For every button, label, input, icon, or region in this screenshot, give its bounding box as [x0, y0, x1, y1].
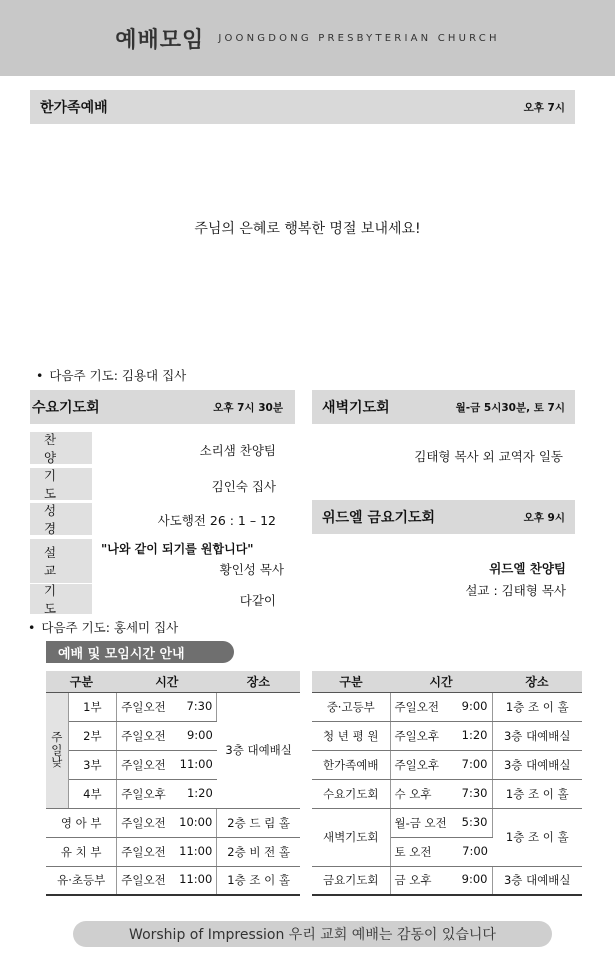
- wednesday-prayer-bar: [30, 390, 295, 424]
- bullet-icon: •: [28, 620, 36, 635]
- closing-prayer: 다같이: [239, 593, 276, 608]
- header-time: 시간: [117, 671, 217, 692]
- next-prayer-note-2: [28, 618, 178, 636]
- family-worship-title: 한가족예배: [40, 100, 108, 116]
- department-time: 금 오후 9:00: [390, 866, 492, 895]
- prayer-leader: 김인숙 집사: [211, 479, 276, 494]
- schedule-heading: 예배 및 모임시간 안내: [46, 641, 234, 663]
- holiday-message: 주님의 은혜로 행복한 명절 보내세요!: [194, 221, 421, 237]
- header-place: 장소: [217, 671, 300, 692]
- footer-slogan: Worship of Impression 우리 교회 예배는 감동이 있습니다: [73, 921, 552, 947]
- table-row: [312, 866, 582, 895]
- order-label-sermon: 설교: [30, 539, 92, 583]
- table-row: [312, 779, 582, 808]
- schedule-table-right: [312, 671, 582, 896]
- page-title: 예배모임: [115, 27, 205, 53]
- department-place: 1층 조 이 홀: [217, 866, 300, 895]
- service-part: 3부: [68, 750, 117, 779]
- table-row: [46, 866, 300, 895]
- dawn-title: 새벽기도회: [322, 400, 390, 416]
- department-time: 수 오후 7:30: [390, 779, 492, 808]
- scripture-reference: 사도행전 26 : 1 – 12: [157, 513, 276, 528]
- table-row: [46, 808, 300, 837]
- header-category: 구분: [46, 671, 117, 692]
- table-row: [312, 808, 582, 837]
- order-label-praise: 찬양: [30, 432, 92, 464]
- friday-sermon: 설교 : 김태형 목사: [465, 583, 566, 598]
- praise-team: 소리샘 찬양팀: [199, 443, 276, 458]
- department-name: 청 년 평 원: [312, 721, 390, 750]
- preacher: 황인성 목사: [219, 562, 284, 577]
- page-header: [0, 0, 615, 76]
- department-place: 3층 대예배실: [492, 750, 582, 779]
- table-header-row: [46, 671, 300, 692]
- dawn-time: 월-금 5시30분, 토 7시: [455, 401, 565, 414]
- department-name: 영 아 부: [46, 808, 117, 837]
- service-part: 2부: [68, 721, 117, 750]
- wednesday-title: 수요기도회: [32, 400, 100, 416]
- service-time: 주일오전 7:30: [117, 692, 217, 721]
- department-place: 1층 조 이 홀: [492, 692, 582, 721]
- department-time: 주일오전 10:00: [117, 808, 217, 837]
- sermon-title: "나와 같이 되기를 원합니다": [101, 542, 254, 556]
- church-name: JOONGDONG PRESBYTERIAN CHURCH: [218, 32, 500, 44]
- schedule-table-left: [46, 671, 300, 896]
- department-time: 주일오후 1:20: [390, 721, 492, 750]
- department-name: 유·초등부: [46, 866, 117, 895]
- department-place: 3층 대예배실: [492, 866, 582, 895]
- table-row: [312, 692, 582, 721]
- department-place: 1층 조 이 홀: [492, 779, 582, 808]
- service-part: 4부: [68, 779, 117, 808]
- friday-time: 오후 9시: [523, 511, 565, 524]
- friday-prayer-bar: [312, 500, 575, 534]
- department-name: 수요기도회: [312, 779, 390, 808]
- order-label-scripture: 성경: [30, 503, 92, 535]
- header-place: 장소: [492, 671, 582, 692]
- bullet-icon: •: [36, 368, 44, 383]
- department-time: 주일오전 11:00: [117, 837, 217, 866]
- service-time: 주일오전 9:00: [117, 721, 217, 750]
- department-time: 주일오후 7:00: [390, 750, 492, 779]
- sunday-label: 주일낮: [46, 692, 68, 808]
- department-time: 주일오전 9:00: [390, 692, 492, 721]
- friday-team: 위드엘 찬양팀: [489, 561, 566, 576]
- department-place: 3층 대예배실: [492, 721, 582, 750]
- order-label-prayer: 기도: [30, 468, 92, 500]
- next-prayer-note-1: [36, 366, 186, 384]
- dawn-leader: 김태형 목사 외 교역자 일동: [414, 449, 563, 464]
- table-row: [46, 837, 300, 866]
- wednesday-time: 오후 7시 30분: [213, 401, 283, 414]
- department-place: 2층 드 림 홀: [217, 808, 300, 837]
- department-name: 새벽기도회: [312, 808, 390, 866]
- department-name: 금요기도회: [312, 866, 390, 895]
- table-row: [312, 750, 582, 779]
- family-worship-bar: [30, 90, 575, 124]
- department-place: 1층 조 이 홀: [492, 808, 582, 866]
- family-worship-time: 오후 7시: [523, 101, 565, 114]
- service-time: 주일오후 1:20: [117, 779, 217, 808]
- sunday-place: 3층 대예배실: [217, 692, 300, 808]
- service-time: 주일오전 11:00: [117, 750, 217, 779]
- department-name: 유 치 부: [46, 837, 117, 866]
- department-name: 중·고등부: [312, 692, 390, 721]
- next-prayer-text-2: 다음주 기도: 홍세미 집사: [41, 620, 179, 635]
- table-header-row: [312, 671, 582, 692]
- table-row: [46, 692, 300, 721]
- header-category: 구분: [312, 671, 390, 692]
- next-prayer-text-1: 다음주 기도: 김용대 집사: [49, 368, 187, 383]
- friday-title: 위드엘 금요기도회: [322, 510, 436, 526]
- dawn-prayer-bar: [312, 390, 575, 424]
- department-time: 월-금 오전 5:30: [390, 808, 492, 837]
- department-time: 토 오전 7:00: [390, 837, 492, 866]
- service-part: 1부: [68, 692, 117, 721]
- department-name: 한가족예배: [312, 750, 390, 779]
- department-place: 2층 비 전 홀: [217, 837, 300, 866]
- table-row: [312, 721, 582, 750]
- department-time: 주일오전 11:00: [117, 866, 217, 895]
- header-time: 시간: [390, 671, 492, 692]
- order-label-closing-prayer: 기도: [30, 584, 92, 614]
